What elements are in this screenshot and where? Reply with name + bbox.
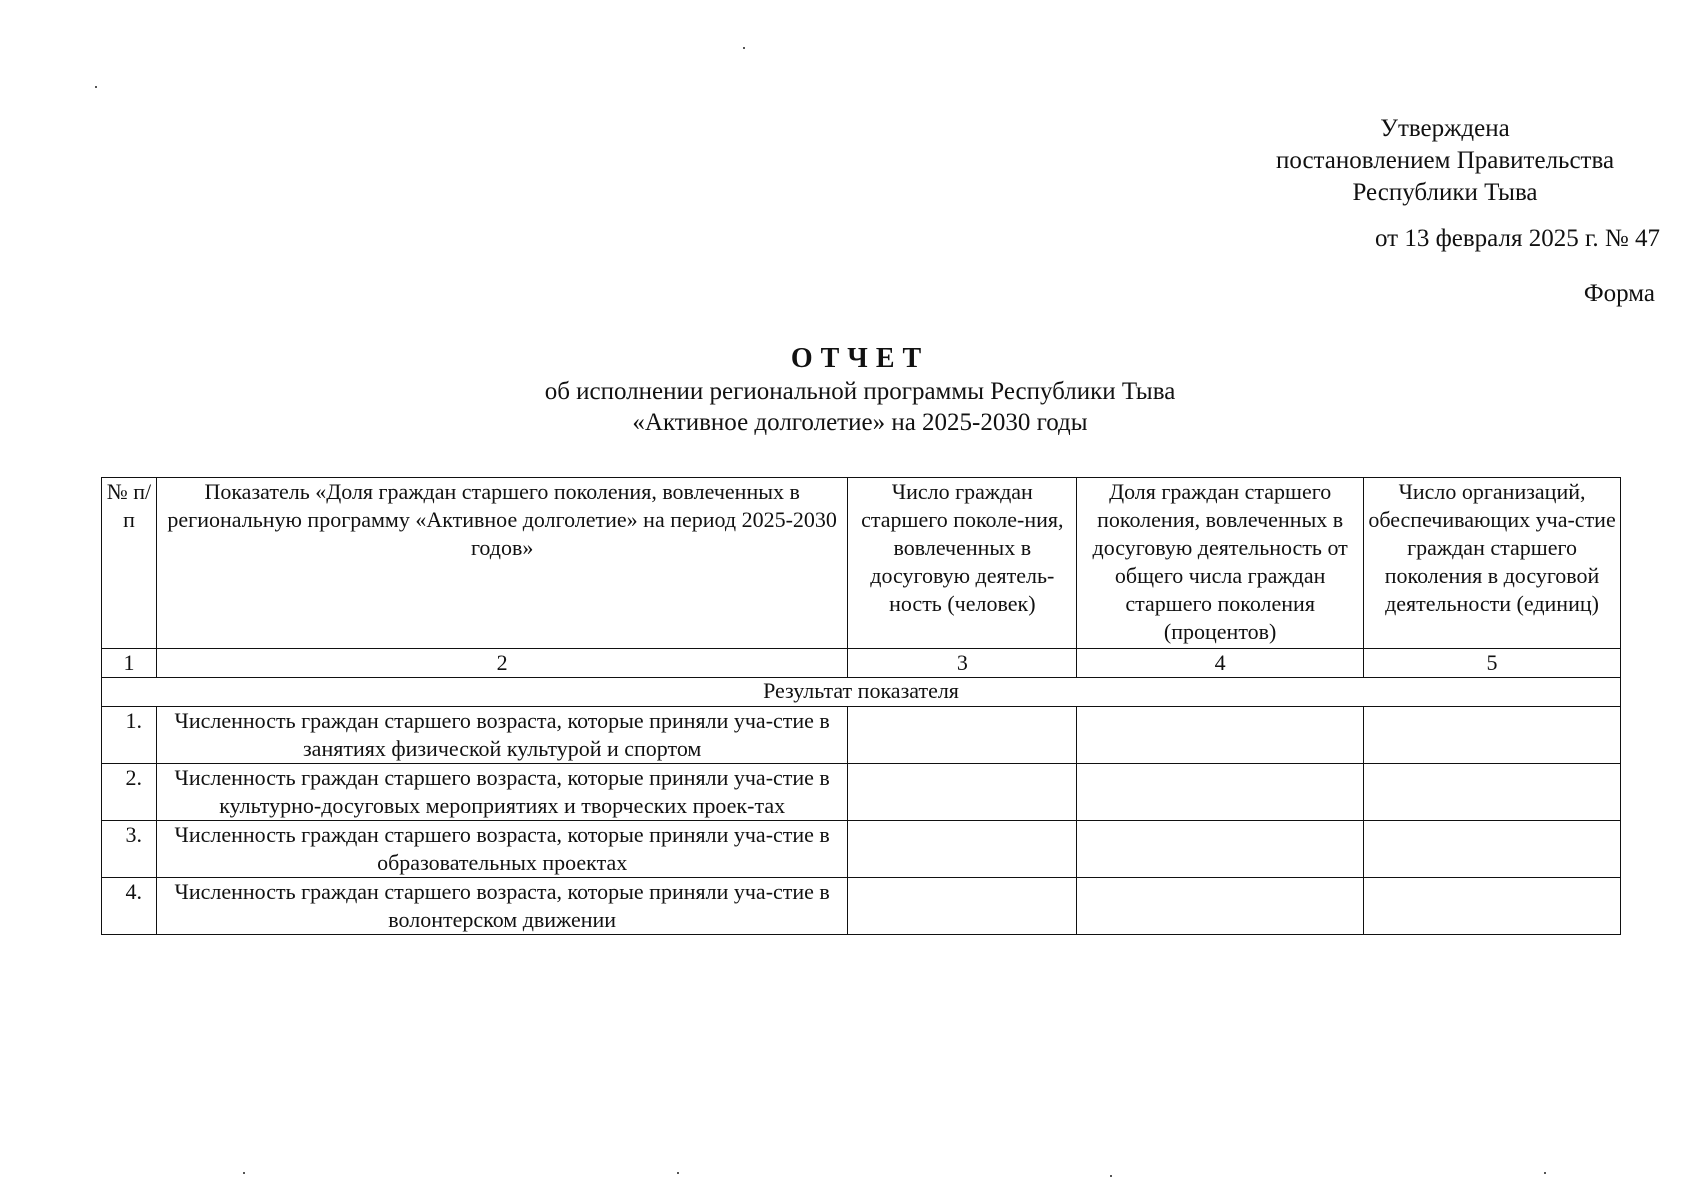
row-cell-citizens-count[interactable] bbox=[848, 821, 1077, 878]
table-header-row bbox=[102, 478, 1621, 649]
row-cell-citizens-share[interactable] bbox=[1077, 878, 1364, 935]
header-organizations-count: Число организаций, обеспечивающих уча-стие граждан старшего поколения в досуговой деятельности (единиц) bbox=[1364, 478, 1621, 649]
column-number: 2 bbox=[156, 649, 847, 678]
row-number: 3. bbox=[102, 821, 157, 878]
section-row bbox=[102, 678, 1621, 707]
scan-artifact bbox=[1544, 1172, 1546, 1174]
table-row bbox=[102, 821, 1621, 878]
table-row bbox=[102, 707, 1621, 764]
row-indicator-name: Численность граждан старшего возраста, которые приняли уча-стие в образовательных проектах bbox=[156, 821, 847, 878]
row-cell-organizations-count[interactable] bbox=[1364, 878, 1621, 935]
section-title: Результат показателя bbox=[102, 678, 1621, 707]
row-indicator-name: Численность граждан старшего возраста, которые приняли уча-стие в культурно-досуговых мероприятиях и творческих проек-тах bbox=[156, 764, 847, 821]
form-label: Форма bbox=[1583, 280, 1655, 307]
row-cell-citizens-count[interactable] bbox=[848, 878, 1077, 935]
row-number: 4. bbox=[102, 878, 157, 935]
scan-artifact bbox=[243, 1172, 245, 1174]
header-citizens-count: Число граждан старшего поколе-ния, вовлеченных в досуговую деятель-ность (человек) bbox=[848, 478, 1077, 649]
approval-line-1: Утверждена bbox=[1380, 115, 1510, 142]
column-number: 4 bbox=[1077, 649, 1364, 678]
scan-artifact bbox=[1110, 1175, 1112, 1177]
row-cell-organizations-count[interactable] bbox=[1364, 707, 1621, 764]
row-cell-citizens-count[interactable] bbox=[848, 707, 1077, 764]
row-cell-organizations-count[interactable] bbox=[1364, 764, 1621, 821]
document-title-block bbox=[0, 342, 1697, 438]
scan-artifact bbox=[677, 1172, 679, 1174]
scan-artifact bbox=[743, 47, 745, 49]
row-cell-citizens-share[interactable] bbox=[1077, 764, 1364, 821]
document-subtitle-line-1: об исполнении региональной программы Республики Тыва bbox=[544, 378, 1176, 405]
column-number: 5 bbox=[1364, 649, 1621, 678]
table-row bbox=[102, 764, 1621, 821]
row-number: 2. bbox=[102, 764, 157, 821]
approval-line-3: Республики Тыва bbox=[1352, 179, 1538, 206]
row-indicator-name: Численность граждан старшего возраста, которые приняли уча-стие в волонтерском движении bbox=[156, 878, 847, 935]
document-title: ОТЧЕТ bbox=[790, 343, 930, 374]
row-cell-organizations-count[interactable] bbox=[1364, 821, 1621, 878]
column-number: 3 bbox=[848, 649, 1077, 678]
document-subtitle-line-2: «Активное долголетие» на 2025-2030 годы bbox=[632, 409, 1088, 436]
row-number: 1. bbox=[102, 707, 157, 764]
row-cell-citizens-share[interactable] bbox=[1077, 821, 1364, 878]
approval-stamp bbox=[1200, 113, 1660, 255]
column-number-row bbox=[102, 649, 1621, 678]
scan-artifact bbox=[95, 86, 97, 88]
row-cell-citizens-share[interactable] bbox=[1077, 707, 1364, 764]
approval-date: от 13 февраля 2025 г. № 47 bbox=[1374, 225, 1660, 252]
header-number: № п/п bbox=[102, 478, 157, 649]
header-citizens-share: Доля граждан старшего поколения, вовлеченных в досуговую деятельность от общего числа граждан старшего поколения (процентов) bbox=[1077, 478, 1364, 649]
header-indicator: Показатель «Доля граждан старшего поколения, вовлеченных в региональную программу «Активное долголетие» на период 2025-2030 годов» bbox=[156, 478, 847, 649]
approval-line-2: постановлением Правительства bbox=[1275, 147, 1615, 174]
row-cell-citizens-count[interactable] bbox=[848, 764, 1077, 821]
table-row bbox=[102, 878, 1621, 935]
report-table bbox=[101, 477, 1621, 935]
column-number: 1 bbox=[102, 649, 157, 678]
row-indicator-name: Численность граждан старшего возраста, которые приняли уча-стие в занятиях физической культурой и спортом bbox=[156, 707, 847, 764]
